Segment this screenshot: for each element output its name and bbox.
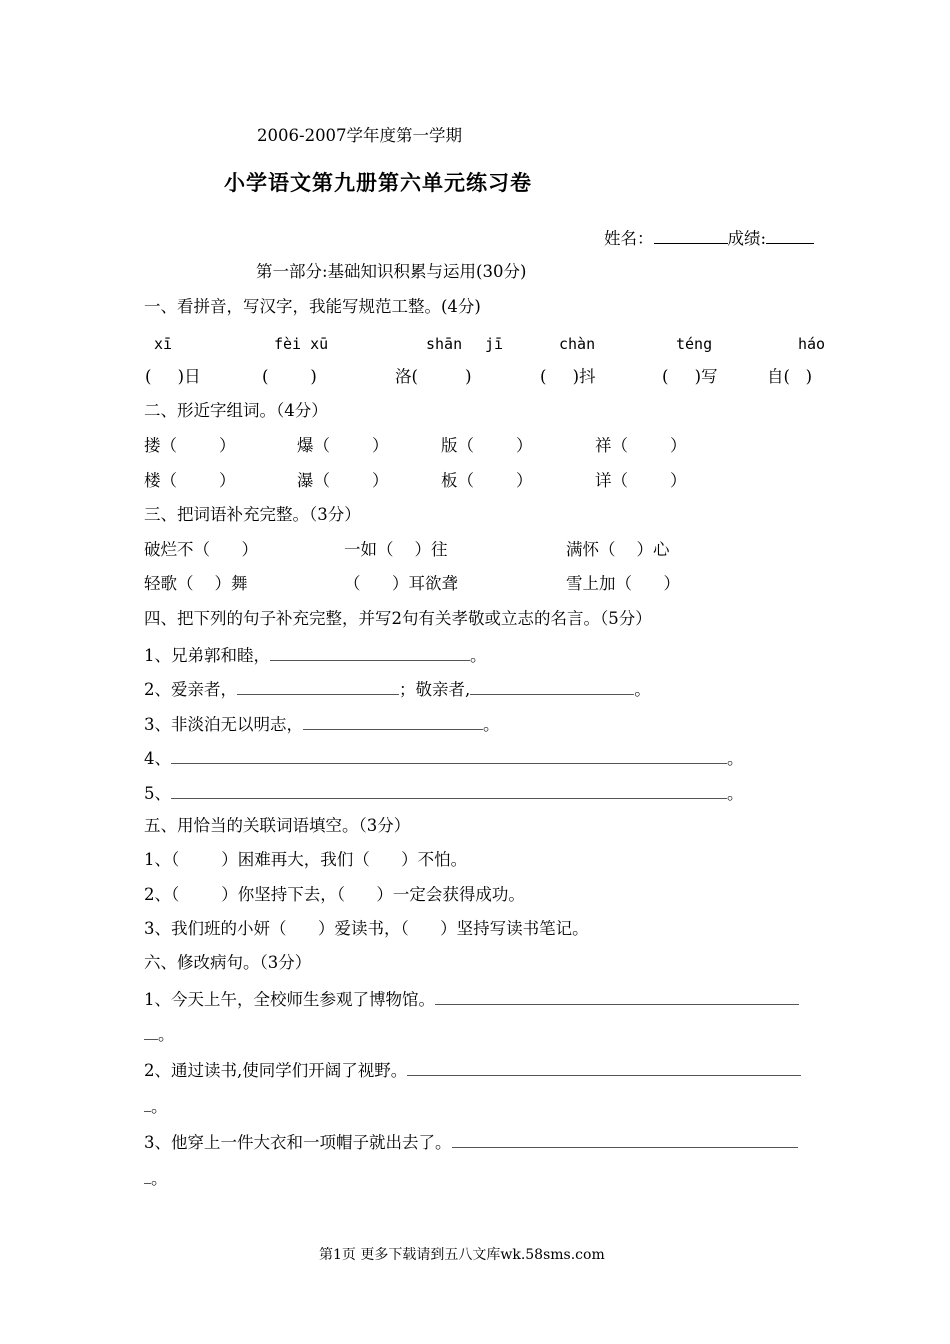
q3-heading: 三、把词语补充完整。（3分） bbox=[144, 505, 361, 524]
q3-row1-3[interactable]: 满怀（ ）心 bbox=[566, 540, 670, 559]
q4-s4-text: 4、 bbox=[144, 749, 171, 768]
q1-heading: 一、看拼音，写汉字，我能写规范工整。(4分) bbox=[144, 297, 481, 316]
q6-s2-blank[interactable] bbox=[407, 1058, 801, 1076]
q6-sentence-3-cont bbox=[144, 1166, 168, 1190]
q4-s2a-text: 2、爱亲者， bbox=[144, 680, 237, 699]
q1-pinyin-5: chàn bbox=[559, 335, 596, 353]
q2-row2-1[interactable]: 楼（ ） bbox=[144, 471, 236, 490]
q3-row2-3[interactable]: 雪上加（ ） bbox=[566, 574, 680, 593]
q4-heading: 四、把下列的句子补充完整，并写2句有关孝敬或立志的名言。（5分） bbox=[144, 609, 652, 628]
page-title: 小学语文第九册第六单元练习卷 bbox=[224, 170, 532, 195]
q6-s3-text: 3、他穿上一件大衣和一项帽子就出去了。 bbox=[144, 1133, 452, 1152]
q3-row1-1[interactable]: 破烂不（ ） bbox=[144, 540, 258, 559]
q4-s1-end: 。 bbox=[470, 646, 487, 665]
score-label: 成绩: bbox=[727, 229, 767, 248]
q6-sentence-1 bbox=[144, 987, 799, 1011]
q4-sentence-2 bbox=[144, 677, 651, 701]
q2-row1-4[interactable]: 祥（ ） bbox=[595, 436, 687, 455]
q1-pinyin-2: fèi xū bbox=[274, 335, 329, 353]
q5-sentence-3[interactable]: 3、我们班的小妍（ ）爱读书，（ ）坚持写读书笔记。 bbox=[144, 919, 589, 938]
q1-pinyin-3: shān bbox=[426, 335, 463, 353]
q4-s2b-blank[interactable] bbox=[470, 677, 634, 695]
q1-pinyin-4: jī bbox=[485, 335, 504, 353]
q1-answer-2[interactable]: ( ) bbox=[262, 367, 317, 386]
q3-row2-2[interactable]: （ ）耳欲聋 bbox=[344, 574, 458, 593]
q4-s3-blank[interactable] bbox=[303, 712, 483, 730]
q6-s1-blank-cont[interactable] bbox=[144, 1022, 158, 1040]
q4-s3-end: 。 bbox=[483, 715, 500, 734]
q6-s1-end: 。 bbox=[158, 1025, 175, 1044]
q4-s2a-blank[interactable] bbox=[237, 677, 399, 695]
q1-answer-1[interactable]: ( )日 bbox=[145, 367, 201, 386]
q1-pinyin-6: téng bbox=[676, 335, 713, 353]
q1-answer-3[interactable]: 洛( ) bbox=[395, 367, 472, 386]
q1-answer-6[interactable]: 自( ) bbox=[767, 367, 813, 386]
q4-s1-text: 1、兄弟郭和睦， bbox=[144, 646, 270, 665]
part1-heading: 第一部分:基础知识积累与运用(30分) bbox=[256, 262, 527, 281]
q4-s2b-text: ；敬亲者, bbox=[399, 680, 471, 699]
q4-s5-end: 。 bbox=[727, 784, 744, 803]
q6-s3-end: 。 bbox=[151, 1169, 168, 1188]
q6-s1-text: 1、今天上午，全校师生参观了博物馆。 bbox=[144, 990, 435, 1009]
q6-s2-text: 2、通过读书,使同学们开阔了视野。 bbox=[144, 1061, 408, 1080]
q6-sentence-3 bbox=[144, 1130, 798, 1154]
q6-s1-blank[interactable] bbox=[435, 987, 799, 1005]
q4-sentence-4 bbox=[144, 746, 744, 770]
q6-sentence-1-cont bbox=[144, 1022, 175, 1046]
q3-row1-2[interactable]: 一如（ ）往 bbox=[344, 540, 448, 559]
q6-s2-blank-cont[interactable] bbox=[144, 1094, 151, 1112]
q2-row2-2[interactable]: 瀑（ ） bbox=[297, 471, 389, 490]
q5-heading: 五、用恰当的关联词语填空。（3分） bbox=[144, 816, 411, 835]
q6-s3-blank-cont[interactable] bbox=[144, 1166, 151, 1184]
page-footer: 第1页 更多下载请到五八文库wk.58sms.com bbox=[319, 1247, 605, 1263]
q1-answer-5[interactable]: ( )写 bbox=[662, 367, 718, 386]
q6-sentence-2-cont bbox=[144, 1094, 168, 1118]
q5-sentence-1[interactable]: 1、（ ）困难再大，我们（ ）不怕。 bbox=[144, 850, 468, 869]
q2-row1-3[interactable]: 版（ ） bbox=[441, 436, 533, 455]
q2-row1-2[interactable]: 爆（ ） bbox=[297, 436, 389, 455]
q2-row2-3[interactable]: 板（ ） bbox=[441, 471, 533, 490]
q1-pinyin-7: háo bbox=[798, 335, 826, 353]
q6-s2-end: 。 bbox=[151, 1097, 168, 1116]
name-score-line bbox=[604, 226, 814, 250]
q6-sentence-2 bbox=[144, 1058, 801, 1082]
q6-s3-blank[interactable] bbox=[452, 1130, 798, 1148]
q6-heading: 六、修改病句。（3分） bbox=[144, 953, 312, 972]
q4-s1-blank[interactable] bbox=[270, 643, 470, 661]
q3-row2-1[interactable]: 轻歌（ ）舞 bbox=[144, 574, 248, 593]
q4-s4-blank[interactable] bbox=[171, 746, 727, 764]
q4-sentence-1 bbox=[144, 643, 487, 667]
name-blank[interactable] bbox=[654, 226, 728, 244]
q4-s5-text: 5、 bbox=[144, 784, 171, 803]
q4-sentence-3 bbox=[144, 712, 500, 736]
score-blank[interactable] bbox=[766, 226, 814, 244]
q2-row2-4[interactable]: 详（ ） bbox=[595, 471, 687, 490]
q2-heading: 二、形近字组词。（4分） bbox=[144, 401, 328, 420]
q2-row1-1[interactable]: 搂（ ） bbox=[144, 436, 236, 455]
school-year: 2006-2007学年度第一学期 bbox=[257, 126, 463, 145]
name-label: 姓名： bbox=[604, 229, 654, 248]
q1-pinyin-1: xī bbox=[154, 335, 173, 353]
q5-sentence-2[interactable]: 2、（ ）你坚持下去，（ ）一定会获得成功。 bbox=[144, 885, 525, 904]
q4-s4-end: 。 bbox=[727, 749, 744, 768]
q4-sentence-5 bbox=[144, 781, 744, 805]
q4-s5-blank[interactable] bbox=[171, 781, 727, 799]
q1-answer-4[interactable]: ( )抖 bbox=[540, 367, 596, 386]
q4-s2-end: 。 bbox=[634, 680, 651, 699]
q4-s3-text: 3、非淡泊无以明志， bbox=[144, 715, 303, 734]
